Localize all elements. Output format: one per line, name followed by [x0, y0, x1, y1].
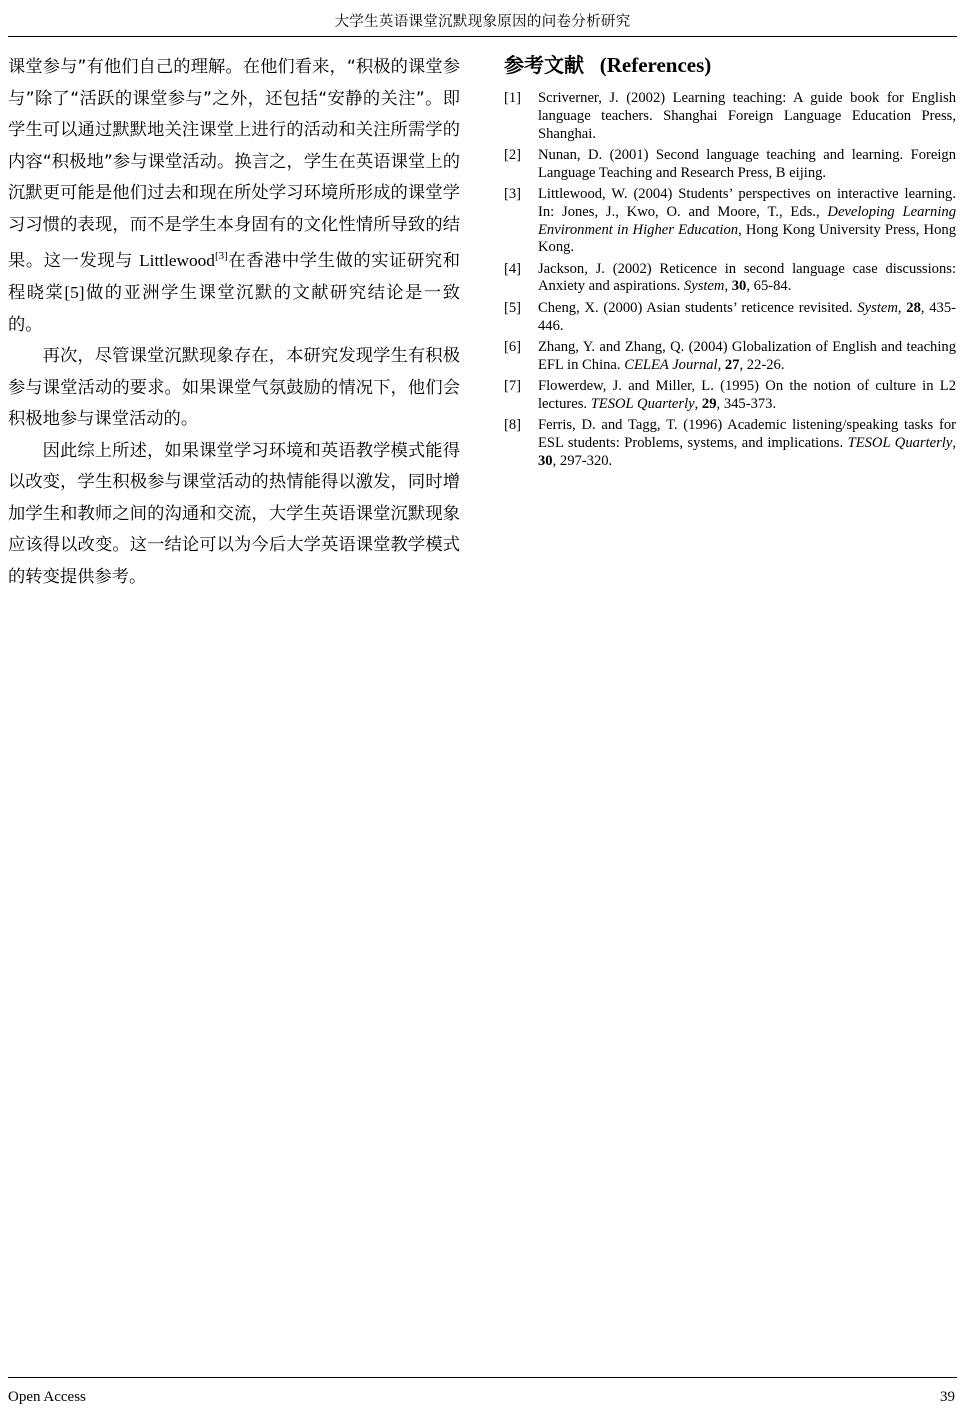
reference-text: Jackson, J. (2002) Reticence in second language case discussions: Anxiety and aspirations. System, 30, 65-84. — [538, 260, 956, 295]
body-paragraph-3: 因此综上所述，如果课堂学习环境和英语教学模式能得以改变，学生积极参与课堂活动的热情能得以激发，同时增加学生和教师之间的沟通和交流，大学生英语课堂沉默现象应该得以改变。这一结论可以为今后大学英语课堂教学模式的转变提供参考。 — [8, 440, 460, 587]
reference-text: Cheng, X. (2000) Asian students’ reticence revisited. System, 28, 435-446. — [538, 299, 957, 334]
reference-item — [504, 300, 956, 336]
header-divider — [8, 36, 957, 37]
reference-number: [1] — [504, 90, 522, 106]
references-heading-en: (References) — [599, 53, 712, 77]
reference-number: [3] — [504, 185, 522, 202]
reference-number: [2] — [504, 146, 522, 163]
page-number: 39 — [940, 1389, 955, 1405]
body-paragraph-1: 课堂参与”有他们自己的理解。在他们看来，“积极的课堂参与”除了“活跃的课堂参与”之外，还包括“安静的关注”。即学生可以通过默默地关注课堂上进行的活动和关注所需学的内容“积极地”参与课堂活动。换言之，学生在英语课堂上的沉默更可能是他们过去和现在所处学习环境所形成的课堂学习习惯的表现，而不是学生本身固有的文化性情所导致的结果。这一发现与 Littlewood[3]在香港中学生做的实证研究和程晓棠[5]做的亚洲学生课堂沉默的文献研究结论是一致的。 — [8, 57, 460, 335]
references-heading-cn: 参考文献 — [504, 53, 584, 77]
reference-number: [7] — [504, 377, 522, 394]
reference-text: Ferris, D. and Tagg, T. (1996) Academic listening/speaking tasks for ESL students: Problems, systems, and implications. TESOL Quarterly, 30, 297-320. — [538, 417, 956, 469]
reference-item — [504, 339, 956, 375]
reference-text: Flowerdew, J. and Miller, L. (1995) On the notion of culture in L2 lectures. TESOL Quarterly, 29, 345-373. — [538, 377, 956, 412]
reference-item — [504, 261, 956, 297]
two-column-layout — [8, 52, 957, 593]
reference-number: [8] — [504, 417, 522, 434]
reference-number: [5] — [504, 299, 522, 316]
reference-item — [504, 186, 956, 257]
reference-item — [504, 417, 956, 470]
reference-item — [504, 378, 956, 414]
reference-item — [504, 147, 956, 183]
reference-list — [504, 90, 956, 470]
running-head: 大学生英语课堂沉默现象原因的问卷分析研究 — [334, 14, 631, 30]
reference-text: Littlewood, W. (2004) Students’ perspectives on interactive learning. In: Jones, J., Kwo, O. and Moore, T., Eds., Developing Learning Environment in Higher Education, Hong Kong University Press, Hong Kong. — [538, 185, 956, 256]
reference-text: Zhang, Y. and Zhang, Q. (2004) Globalization of English and teaching EFL in China. CELEA Journal, 27, 22-26. — [538, 338, 956, 373]
reference-item — [504, 90, 956, 143]
reference-number: [4] — [504, 260, 522, 277]
left-column — [8, 52, 460, 593]
body-paragraph-2: 再次，尽管课堂沉默现象存在，本研究发现学生有积极参与课堂活动的要求。如果课堂气氛鼓励的情况下，他们会积极地参与课堂活动的。 — [8, 346, 460, 430]
footer-divider — [8, 1377, 957, 1378]
reference-text: Nunan, D. (2001) Second language teaching and learning. Foreign Language Teaching and Research Press, B eijing. — [538, 146, 956, 181]
reference-number: [6] — [504, 338, 522, 355]
open-access-label: Open Access — [8, 1389, 86, 1405]
right-column — [504, 52, 956, 593]
reference-text: Scriverner, J. (2002) Learning teaching: A guide book for English language teachers. Shanghai Foreign Language Education Press, Shanghai. — [538, 90, 956, 142]
references-heading — [504, 52, 956, 78]
